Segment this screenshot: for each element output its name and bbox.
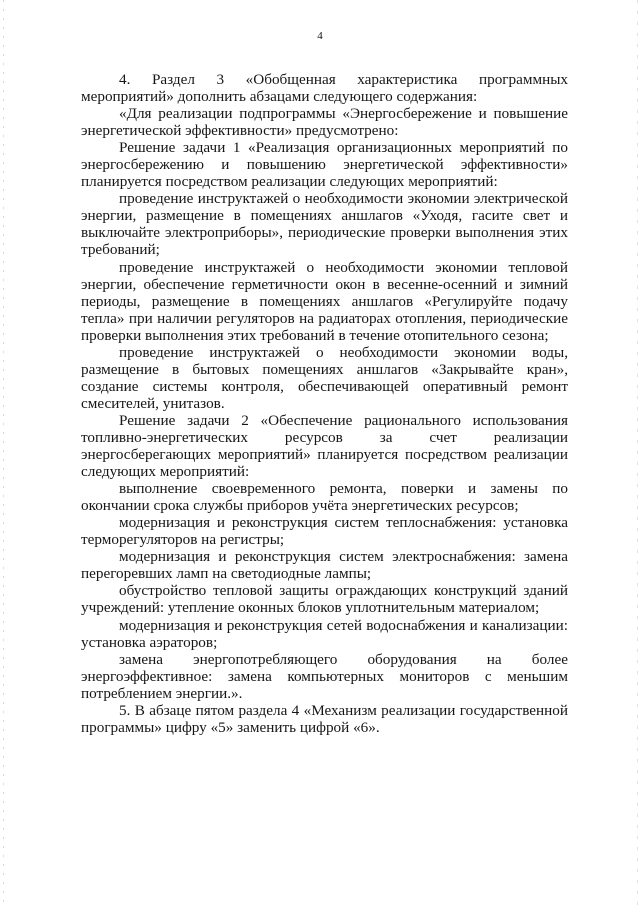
paragraph-subprogram-intro: «Для реализации подпрограммы «Энергосбережение и повышение энергетической эффективности» предусмотрено: [81, 105, 568, 140]
paragraph-heating-modernization: модернизация и реконструкция систем теплоснабжения: установка терморегуляторов на регистры; [81, 514, 568, 549]
paragraph-water-modernization: модернизация и реконструкция сетей водоснабжения и канализации: установка аэраторов; [81, 616, 568, 651]
paragraph-electricity-instructions: проведение инструктажей о необходимости экономии электрической энергии, размещение в помещениях аншлагов «Уходя, гасите свет и выключайте электроприборы», периодические проверки выполнения этих требований; [81, 190, 568, 259]
paragraph-thermal-protection: обустройство тепловой защиты ограждающих конструкций зданий учреждений: утепление оконных блоков уплотнительным материалом; [81, 582, 568, 617]
paragraph-heat-instructions: проведение инструктажей о необходимости экономии тепловой энергии, обеспечение герметичности окон в весенне-осенний и зимний периоды, размещение в помещениях аншлагов «Регулируйте подачу тепла» при наличии регуляторов на радиаторах отопления, периодические проверки выполнения этих требований в течение отопительного сезона; [81, 258, 568, 344]
page-number: 4 [317, 30, 323, 42]
scan-edge-left [3, 0, 4, 905]
paragraph-task-2: Решение задачи 2 «Обеспечение рационального использования топливно-энергетических ресурсов за счет реализации энергосберегающих мероприятий» планируется посредством реализации следующих мероприятий: [81, 411, 568, 481]
paragraph-section-4-amendment: 5. В абзаце пятом раздела 4 «Механизм реализации государственной программы» цифру «5» заменить цифрой «6». [81, 701, 568, 736]
paragraph-power-modernization: модернизация и реконструкция систем электроснабжения: замена перегоревших ламп на светодиодные лампы; [81, 548, 568, 583]
scan-edge-right [637, 0, 638, 905]
paragraph-section-3-amendment: 4. Раздел 3 «Обобщенная характеристика программных мероприятий» дополнить абзацами следующего содержания: [81, 71, 568, 106]
paragraph-equipment-replacement: замена энергопотребляющего оборудования на более энергоэффективное: замена компьютерных мониторов с меньшим потреблением энергии.». [81, 650, 568, 702]
paragraph-water-instructions: проведение инструктажей о необходимости экономии воды, размещение в бытовых помещениях аншлагов «Закрывайте кран», создание системы контроля, обеспечивающей оперативный ремонт смесителей, унитазов. [81, 343, 568, 412]
document-body [81, 71, 568, 736]
paragraph-task-1: Решение задачи 1 «Реализация организационных мероприятий по энергосбережению и повышению энергетической эффективности» планируется посредством реализации следующих мероприятий: [81, 139, 568, 191]
paragraph-meter-repair: выполнение своевременного ремонта, поверки и замены по окончании срока службы приборов учёта энергетических ресурсов; [81, 480, 568, 515]
